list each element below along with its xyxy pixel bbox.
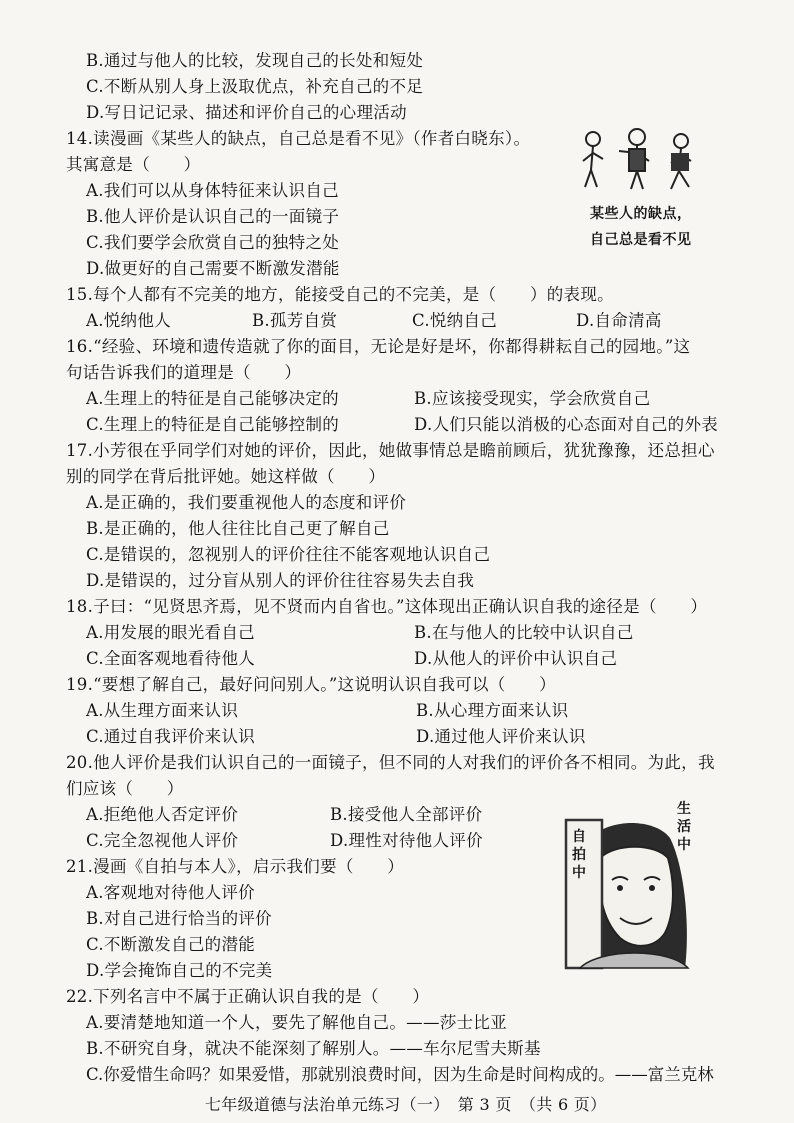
question-19-option-c: C.通过自我评价来认识 [86,727,256,746]
page-footer: 七年级道德与法治单元练习（一） 第 3 页 （共 6 页） [205,1095,607,1114]
question-21-option-d: D.学会掩饰自己的不完美 [86,961,273,980]
question-15-option-a: A.悦纳他人 [86,311,171,330]
question-20-option-a: A.拒绝他人否定评价 [86,805,239,824]
question-16-option-a: A.生理上的特征是自己能够决定的 [86,389,339,408]
cartoon-caption-line2: 自己总是看不见 [590,232,692,248]
question-19-stem: 19.“要想了解自己，最好问问别人。”这说明认识自我可以（ ） [66,675,556,694]
question-14-option-b: B.他人评价是认识自己的一面镜子 [86,207,340,226]
question-22-option-b: B.不研究自身，就决不能深刻了解别人。——车尔尼雪夫斯基 [86,1039,541,1058]
question-22-option-a: A.要清楚地知道一个人，要先了解他自己。——莎士比亚 [86,1013,507,1032]
question-20-option-b: B.接受他人全部评价 [330,805,483,824]
selfie-label: 自拍中 [572,829,587,881]
question-18-option-c: C.全面客观地看待他人 [86,649,256,668]
question-18-option-a: A.用发展的眼光看自己 [86,623,255,642]
question-17-option-a: A.是正确的，我们要重视他人的态度和评价 [86,493,407,512]
question-17-option-b: B.是正确的，他人往往比自己更了解自己 [86,519,390,538]
question-16-option-b: B.应该接受现实，学会欣赏自己 [414,389,651,408]
question-16-option-c: C.生理上的特征是自己能够控制的 [86,415,340,434]
question-17-stem: 17.小芳很在乎同学们对她的评价，因此，她做事情总是瞻前顾后，犹犹豫豫，还总担心 [66,441,715,460]
option-c: C.不断从别人身上汲取优点，补充自己的不足 [86,77,424,96]
question-17-option-d: D.是错误的，过分盲从别人的评价往往容易失去自我 [86,571,475,590]
question-21-stem: 21.漫画《自拍与本人》，启示我们要（ ） [66,857,405,876]
option-b: B.通过与他人的比较，发现自己的长处和短处 [86,51,424,70]
question-17-option-c: C.是错误的，忽视别人的评价往往不能客观地认识自己 [86,545,491,564]
question-20-stem: 20.他人评价是我们认识自己的一面镜子，但不同的人对我们的评价各不相同。为此，我 [66,753,715,772]
question-20-stem-cont: 们应该（ ） [66,779,184,798]
question-14-stem: 14.读漫画《某些人的缺点，自己总是看不见》（作者白晓东）。 [66,129,531,148]
option-d: D.写日记记录、描述和评价自己的心理活动 [86,103,407,122]
life-label: 生活中 [677,801,692,853]
question-16-stem: 16.“经验、环境和遗传造就了你的面目，无论是好是坏，你都得耕耘自己的园地。”这 [66,337,691,356]
question-15-option-b: B.孤芳自赏 [252,311,338,330]
question-19-option-d: D.通过他人评价来认识 [416,727,586,746]
question-14-option-c: C.我们要学会欣赏自己的独特之处 [86,233,340,252]
question-18-stem: 18.子曰：“见贤思齐焉，见不贤而内自省也。”这体现出正确认识自我的途径是（ ） [66,597,708,616]
question-21-option-c: C.不断激发自己的潜能 [86,935,256,954]
question-15-option-d: D.自命清高 [576,311,662,330]
question-17-stem-cont: 别的同学在背后批评她。她这样做（ ） [66,467,386,486]
question-18-option-d: D.从他人的评价中认识自己 [414,649,618,668]
question-16-option-d: D.人们只能以消极的心态面对自己的外表 [414,415,719,434]
question-22-stem: 22.下列名言中不属于正确认识自我的是（ ） [66,987,430,1006]
question-20-option-c: C.完全忽视他人评价 [86,831,239,850]
question-19-option-b: B.从心理方面来认识 [416,701,569,720]
question-15-option-c: C.悦纳自己 [412,311,498,330]
question-18-option-b: B.在与他人的比较中认识自己 [414,623,634,642]
question-14-stem-cont: 其寓意是（ ） [66,155,201,174]
question-21-option-b: B.对自己进行恰当的评价 [86,909,272,928]
question-16-stem-cont: 句话告诉我们的道理是（ ） [66,363,302,382]
cartoon-people-pointing-image [575,125,705,200]
question-15-stem: 15.每个人都有不完美的地方，能接受自己的不完美，是（ ）的表现。 [66,285,614,304]
question-22-option-c: C.你爱惜生命吗？如果爱惜，那就别浪费时间，因为生命是时间构成的。——富兰克林 [86,1065,714,1084]
question-14-option-d: D.做更好的自己需要不断激发潜能 [86,259,340,278]
question-14-option-a: A.我们可以从身体特征来认识自己 [86,181,339,200]
question-21-option-a: A.客观地对待他人评价 [86,883,255,902]
cartoon-caption-line1: 某些人的缺点， [590,206,692,222]
question-20-option-d: D.理性对待他人评价 [330,831,483,850]
question-19-option-a: A.从生理方面来认识 [86,701,239,720]
